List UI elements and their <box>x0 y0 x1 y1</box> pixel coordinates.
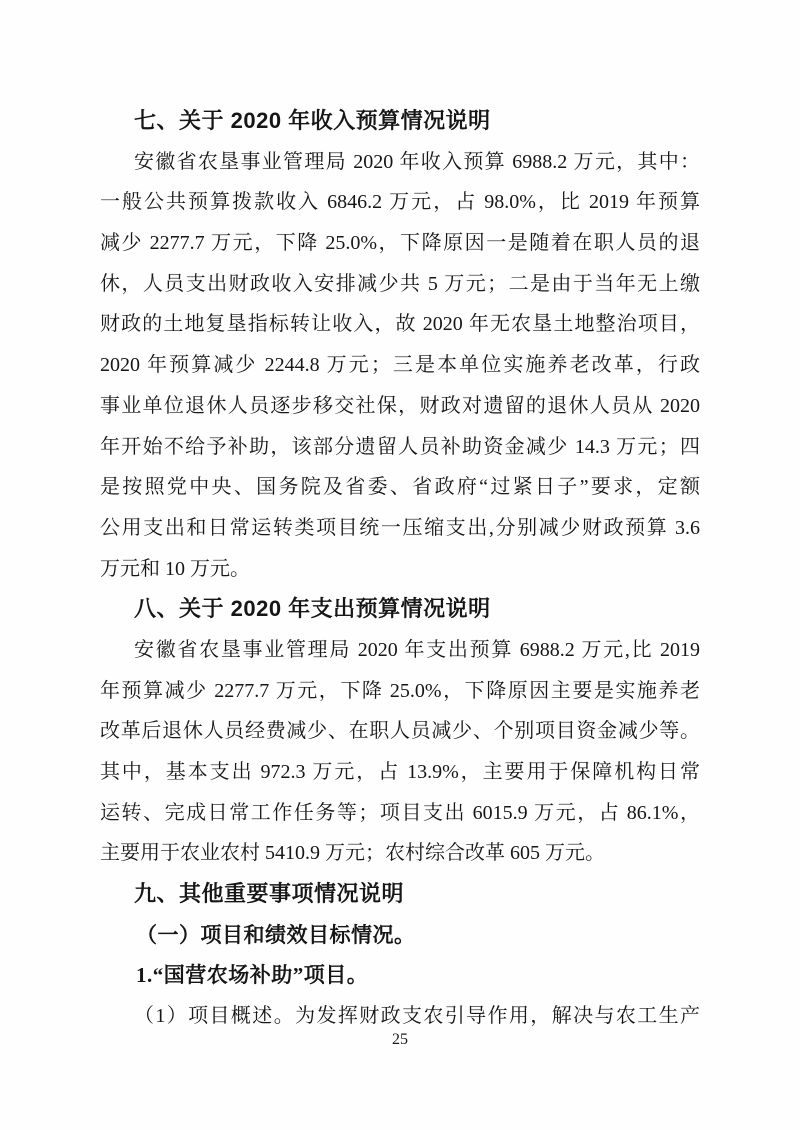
section-8-line-3: 改革后退休人员经费减少、在职人员减少、个别项目资金减少等。 <box>100 720 700 743</box>
section-7-line-6: 2020 年预算减少 2244.8 万元；三是本单位实施养老改革，行政 <box>100 354 700 377</box>
section-9-subheading-1: （一）项目和绩效目标情况。 <box>136 922 416 947</box>
section-8-heading: 八、关于 2020 年支出预算情况说明 <box>134 596 491 622</box>
section-8-line-5: 运转、完成日常工作任务等；项目支出 6015.9 万元，占 86.1%， <box>100 801 700 824</box>
section-7-line-11: 万元和 10 万元。 <box>100 557 250 580</box>
document-content <box>100 101 700 1037</box>
section-7-line-1: 安徽省农垦事业管理局 2020 年收入预算 6988.2 万元，其中： <box>134 150 700 173</box>
section-8-line-1: 安徽省农垦事业管理局 2020 年支出预算 6988.2 万元,比 2019 <box>134 638 700 661</box>
section-8-line-6: 主要用于农业农村 5410.9 万元；农村综合改革 605 万元。 <box>100 842 605 865</box>
section-9-line-1: （1）项目概述。为发挥财政支农引导作用，解决与农工生产 <box>134 1005 700 1028</box>
section-9-heading: 九、其他重要事项情况说明 <box>134 881 405 907</box>
section-7-line-5: 财政的土地复垦指标转让收入，故 2020 年无农垦土地整治项目， <box>100 313 700 336</box>
section-7-heading: 七、关于 2020 年收入预算情况说明 <box>134 108 491 133</box>
section-8-line-4: 其中，基本支出 972.3 万元，占 13.9%，主要用于保障机构日常 <box>100 761 700 783</box>
section-7-line-10: 公用支出和日常运转类项目统一压缩支出,分别减少财政预算 3.6 <box>100 516 700 539</box>
page-number: 25 <box>392 1031 408 1048</box>
section-7-line-3: 减少 2277.7 万元，下降 25.0%，下降原因一是随着在职人员的退 <box>100 232 700 255</box>
section-9-subheading-2: 1.“国营农场补助”项目。 <box>136 963 369 988</box>
section-7-line-9: 是按照党中央、国务院及省委、省政府“过紧日子”要求，定额 <box>100 476 700 499</box>
section-8-line-2: 年预算减少 2277.7 万元，下降 25.0%，下降原因主要是实施养老 <box>100 679 700 702</box>
section-7-line-7: 事业单位退休人员逐步移交社保，财政对遗留的退休人员从 2020 <box>100 394 700 417</box>
section-7-line-2: 一般公共预算拨款收入 6846.2 万元，占 98.0%，比 2019 年预算 <box>100 191 700 214</box>
section-7-line-4: 休，人员支出财政收入安排减少共 5 万元；二是由于当年无上缴 <box>100 272 700 295</box>
section-7-line-8: 年开始不给予补助，该部分遗留人员补助资金减少 14.3 万元；四 <box>100 435 700 458</box>
